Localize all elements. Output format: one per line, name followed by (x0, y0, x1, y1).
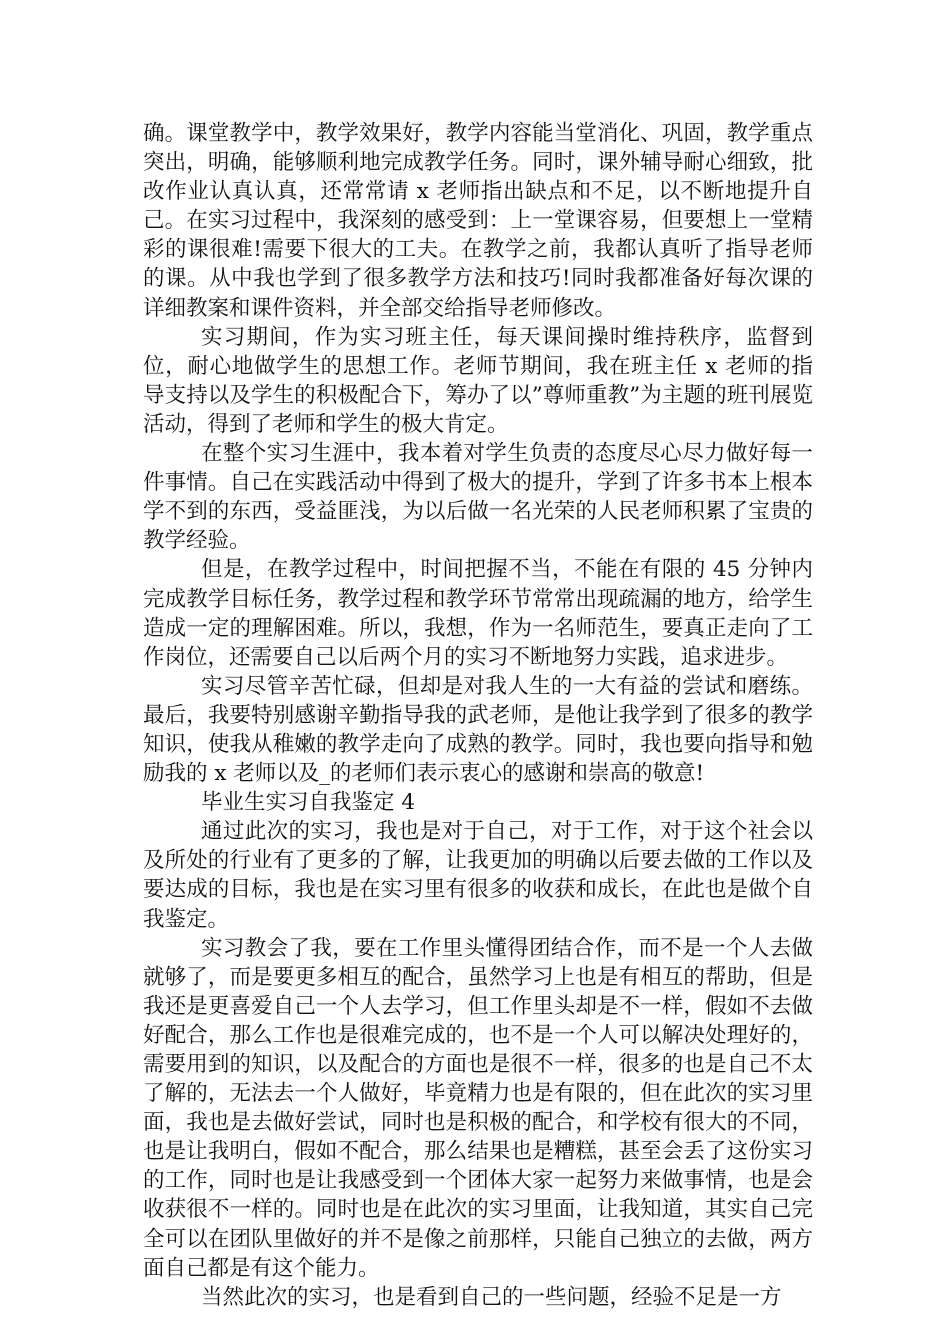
paragraph-class-teacher: 实习期间，作为实习班主任，每天课间操时维持秩序，监督到位，耐心地做学生的思想工作。老师节期间，我在班主任 x 老师的指导支持以及学生的积极配合下，筹办了以”尊师重教”为主题的班刊展览活动，得到了老师和学生的极大肯定。 (143, 324, 813, 437)
paragraph-teamwork: 实习教会了我，要在工作里头懂得团结合作，而不是一个人去做就够了，而是要更多相互的配合，虽然学习上也是有相互的帮助，但是我还是更喜爱自己一个人去学习，但工作里头却是不一样，假如不去做好配合，那么工作也是很难完成的，也不是一个人可以解决处理好的，需要用到的知识，以及配合的方面也是很不一样，很多的也是自己不太了解的，无法去一个人做好，毕竟精力也是有限的，但在此次的实习里面，我也是去做好尝试，同时也是积极的配合，和学校有很大的不同，也是让我明白，假如不配合，那么结果也是糟糕，甚至会丢了这份实习的工作，同时也是让我感受到一个团体大家一起努力来做事情，也是会收获很不一样的。同时也是在此次的实习里面，让我知道，其实自己完全可以在团队里做好的并不是像之前那样，只能自己独立的去做，两方面自己都是有这个能力。 (143, 935, 813, 1281)
document-page (143, 119, 813, 1312)
paragraph-problems: 当然此次的实习，也是看到自己的一些问题，经验不足是一方 (201, 1284, 782, 1310)
paragraph-introduction: 通过此次的实习，我也是对于自己，对于工作，对于这个社会以及所处的行业有了更多的了解，让我更加的明确以后要去做的工作以及要达成的目标，我也是在实习里有很多的收获和成长，在此也是做个自我鉴定。 (143, 819, 813, 932)
paragraph-thanks: 实习尽管辛苦忙碌，但却是对我人生的一大有益的尝试和磨练。最后，我要特别感谢辛勤指导我的武老师，是他让我学到了很多的教学知识，使我从稚嫩的教学走向了成熟的教学。同时，我也要向指导和勉励我的 x 老师以及_的老师们表示衷心的感谢和崇高的敬意! (143, 673, 813, 787)
paragraph-internship-career: 在整个实习生涯中，我本着对学生负责的态度尽心尽力做好每一件事情。自己在实践活动中得到了极大的提升，学到了许多书本上根本学不到的东西，受益匪浅，为以后做一名光荣的人民老师积累了宝贵的教学经验。 (143, 441, 813, 554)
paragraph-teaching-effect: 确。课堂教学中，教学效果好，教学内容能当堂消化、巩固，教学重点突出，明确，能够顺利地完成教学任务。同时，课外辅导耐心细致，批改作业认真认真，还常常请 x 老师指出缺点和不足，以不断地提升自己。在实习过程中，我深刻的感受到：上一堂课容易，但要想上一堂精彩的课很难!需要下很大的工夫。在教学之前，我都认真听了指导老师的课。从中我也学到了很多教学方法和技巧!同时我都准备好每次课的详细教案和课件资料，并全部交给指导老师修改。 (143, 121, 813, 321)
paragraph-shortcomings: 但是，在教学过程中，时间把握不当，不能在有限的 45 分钟内完成教学目标任务，教学过程和教学环节常常出现疏漏的地方，给学生造成一定的理解困难。所以，我想，作为一名师范生，要真正走向了工作岗位，还需要自己以后两个月的实习不断地努力实践，追求进步。 (143, 557, 813, 670)
section-heading: 毕业生实习自我鉴定 4 (201, 790, 416, 816)
